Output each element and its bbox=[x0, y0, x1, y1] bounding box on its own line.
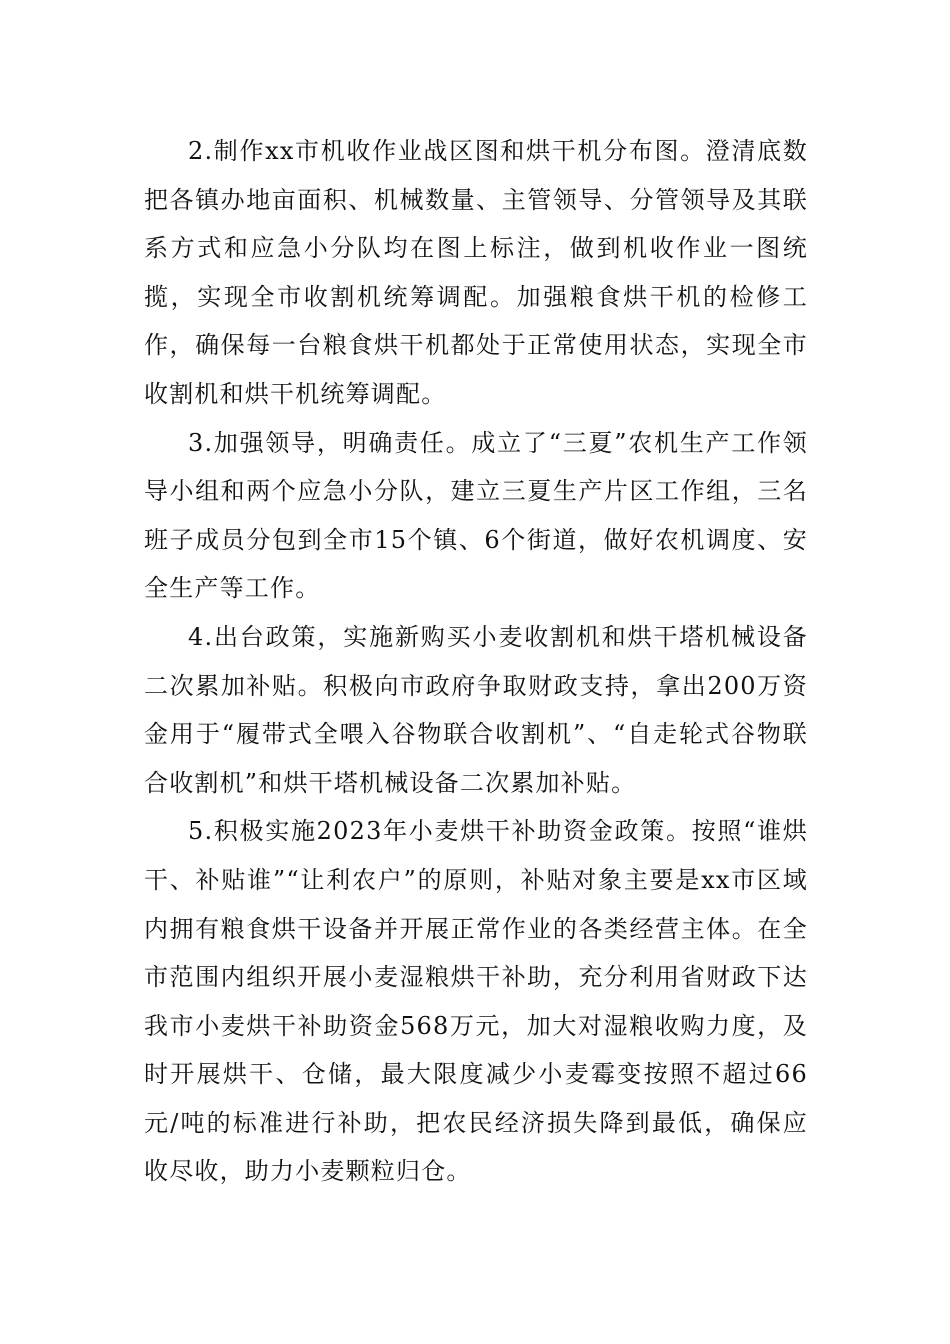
document-body bbox=[144, 127, 808, 1196]
paragraph-item-3: 3.加强领导，明确责任。成立了“三夏”农机生产工作领导小组和两个应急小分队，建立三夏生产片区工作组，三名班子成员分包到全市15个镇、6个街道，做好农机调度、安全生产等工作。 bbox=[144, 428, 808, 603]
paragraph-item-4: 4.出台政策，实施新购买小麦收割机和烘干塔机械设备二次累加补贴。积极向市政府争取财政支持，拿出200万资金用于“履带式全喂入谷物联合收割机”、“自走轮式谷物联合收割机”和烘干塔机械设备二次累加补贴。 bbox=[144, 622, 808, 797]
paragraph-item-5: 5.积极实施2023年小麦烘干补助资金政策。按照“谁烘干、补贴谁”“让利农户”的原则，补贴对象主要是xx市区域内拥有粮食烘干设备并开展正常作业的各类经营主体。在全市范围内组织开展小麦湿粮烘干补助，充分利用省财政下达我市小麦烘干补助资金568万元，加大对湿粮收购力度，及时开展烘干、仓储，最大限度减少小麦霉变按照不超过66元/吨的标准进行补助，把农民经济损失降到最低，确保应收尽收，助力小麦颗粒归仓。 bbox=[144, 817, 808, 1186]
paragraph-item-2: 2.制作xx市机收作业战区图和烘干机分布图。澄清底数把各镇办地亩面积、机械数量、主管领导、分管领导及其联系方式和应急小分队均在图上标注，做到机收作业一图统揽，实现全市收割机统筹调配。加强粮食烘干机的检修工作，确保每一台粮食烘干机都处于正常使用状态，实现全市收割机和烘干机统筹调配。 bbox=[144, 137, 808, 408]
